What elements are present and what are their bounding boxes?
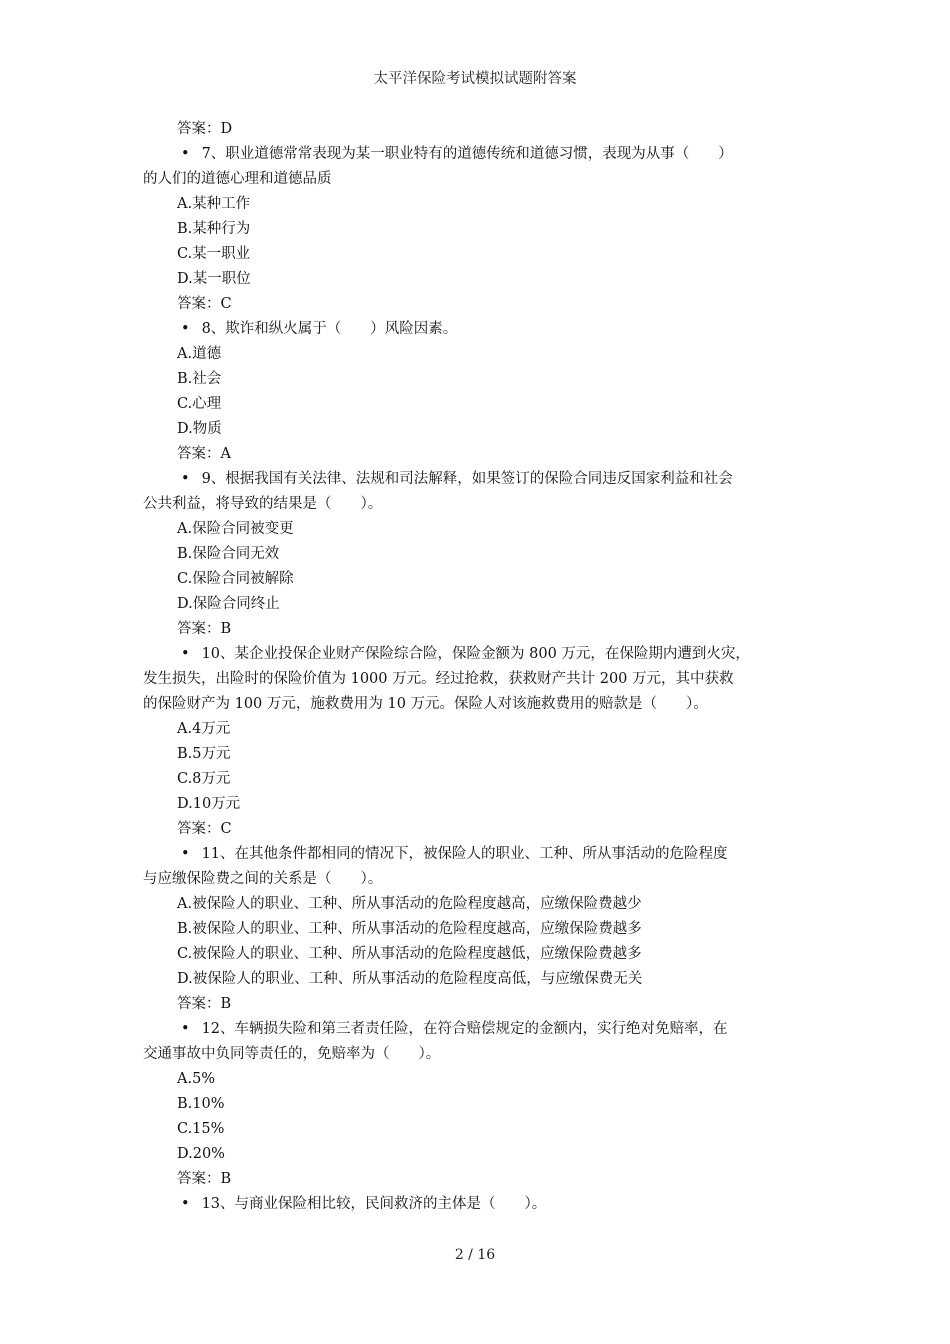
line-text: D.被保险人的职业、工种、所从事活动的危险程度高低，与应缴保费无关	[177, 971, 643, 987]
question-continuation-line	[143, 692, 809, 717]
line-text: C.保险合同被解除	[177, 571, 294, 587]
option-line	[143, 1067, 809, 1092]
option-line	[143, 542, 809, 567]
option-line	[143, 567, 809, 592]
bullet-icon: •	[181, 321, 190, 337]
line-text: 的人们的道德心理和道德品质	[143, 171, 332, 187]
question-continuation-line	[143, 492, 809, 517]
question-line	[143, 842, 809, 867]
option-line	[143, 742, 809, 767]
line-text: B.某种行为	[177, 221, 251, 237]
answer-line	[143, 992, 809, 1017]
header-title: 太平洋保险考试模拟试题附答案	[373, 71, 577, 87]
option-line	[143, 392, 809, 417]
option-line	[143, 717, 809, 742]
line-text: 公共利益，将导致的结果是（ ）。	[143, 496, 383, 512]
question-line	[143, 1192, 809, 1217]
line-text: A.道德	[177, 346, 222, 362]
line-text: 发生损失，出险时的保险价值为 1000 万元。经过抢救，获救财产共计 200 万元，其中获救	[143, 671, 734, 687]
option-line	[143, 792, 809, 817]
line-text: D.10万元	[177, 796, 241, 812]
answer-line	[143, 117, 809, 142]
option-line	[143, 242, 809, 267]
option-line	[143, 1092, 809, 1117]
line-text: 答案：A	[177, 446, 231, 462]
question-line	[143, 317, 809, 342]
line-text: B.10%	[177, 1096, 225, 1112]
line-text: C.15%	[177, 1121, 225, 1137]
line-text: D.保险合同终止	[177, 596, 280, 612]
line-text: 12、车辆损失险和第三者责任险，在符合赔偿规定的金额内，实行绝对免赔率，在	[201, 1021, 728, 1037]
question-continuation-line	[143, 167, 809, 192]
option-line	[143, 592, 809, 617]
line-text: A.保险合同被变更	[177, 521, 294, 537]
page-number: 2 / 16	[454, 1247, 496, 1263]
line-text: C.心理	[177, 396, 222, 412]
line-text: B.社会	[177, 371, 222, 387]
option-line	[143, 517, 809, 542]
answer-line	[143, 617, 809, 642]
line-text: 答案：B	[177, 1171, 232, 1187]
bullet-icon: •	[181, 846, 190, 862]
option-line	[143, 1117, 809, 1142]
option-line	[143, 967, 809, 992]
line-text: 11、在其他条件都相同的情况下，被保险人的职业、工种、所从事活动的危险程度	[201, 846, 728, 862]
line-text: A.某种工作	[177, 196, 251, 212]
option-line	[143, 917, 809, 942]
line-text: B.被保险人的职业、工种、所从事活动的危险程度越高，应缴保险费越多	[177, 921, 642, 937]
option-line	[143, 267, 809, 292]
bullet-icon: •	[181, 471, 190, 487]
page-footer	[0, 1245, 950, 1265]
option-line	[143, 342, 809, 367]
line-text: D.20%	[177, 1146, 225, 1162]
line-text: C.8万元	[177, 771, 231, 787]
line-text: 答案：C	[177, 821, 232, 837]
question-line	[143, 1017, 809, 1042]
document-body	[143, 117, 809, 1217]
line-text: D.某一职位	[177, 271, 251, 287]
line-text: 9、根据我国有关法律、法规和司法解释，如果签订的保险合同违反国家利益和社会	[201, 471, 733, 487]
question-line	[143, 142, 809, 167]
option-line	[143, 367, 809, 392]
option-line	[143, 1142, 809, 1167]
option-line	[143, 417, 809, 442]
line-text: 10、某企业投保企业财产保险综合险，保险金额为 800 万元，在保险期内遭到火灾，	[201, 646, 750, 662]
line-text: A.5%	[177, 1071, 216, 1087]
line-text: C.被保险人的职业、工种、所从事活动的危险程度越低，应缴保险费越多	[177, 946, 642, 962]
question-continuation-line	[143, 867, 809, 892]
bullet-icon: •	[181, 646, 190, 662]
line-text: 交通事故中负同等责任的，免赔率为（ ）。	[143, 1046, 441, 1062]
page-header	[0, 69, 950, 89]
answer-line	[143, 817, 809, 842]
line-text: 答案：C	[177, 296, 232, 312]
line-text: 8、欺诈和纵火属于（ ）风险因素。	[201, 321, 458, 337]
line-text: B.5万元	[177, 746, 231, 762]
bullet-icon: •	[181, 146, 190, 162]
option-line	[143, 217, 809, 242]
question-line	[143, 642, 809, 667]
bullet-icon: •	[181, 1021, 190, 1037]
answer-line	[143, 292, 809, 317]
line-text: B.保险合同无效	[177, 546, 280, 562]
option-line	[143, 892, 809, 917]
answer-line	[143, 1167, 809, 1192]
line-text: 7、职业道德常常表现为某一职业特有的道德传统和道德习惯，表现为从事（ ）	[201, 146, 733, 162]
line-text: 与应缴保险费之间的关系是（ ）。	[143, 871, 383, 887]
line-text: 答案：B	[177, 996, 232, 1012]
line-text: 13、与商业保险相比较，民间救济的主体是（ ）。	[201, 1196, 547, 1212]
option-line	[143, 192, 809, 217]
question-line	[143, 467, 809, 492]
line-text: A.被保险人的职业、工种、所从事活动的危险程度越高，应缴保险费越少	[177, 896, 642, 912]
answer-line	[143, 442, 809, 467]
line-text: 答案：B	[177, 621, 232, 637]
line-text: D.物质	[177, 421, 222, 437]
bullet-icon: •	[181, 1196, 190, 1212]
line-text: 的保险财产为 100 万元，施救费用为 10 万元。保险人对该施救费用的赔款是（ ）。	[143, 696, 708, 712]
option-line	[143, 767, 809, 792]
question-continuation-line	[143, 1042, 809, 1067]
option-line	[143, 942, 809, 967]
line-text: 答案：D	[177, 121, 233, 137]
line-text: C.某一职业	[177, 246, 251, 262]
line-text: A.4万元	[177, 721, 231, 737]
question-continuation-line	[143, 667, 809, 692]
